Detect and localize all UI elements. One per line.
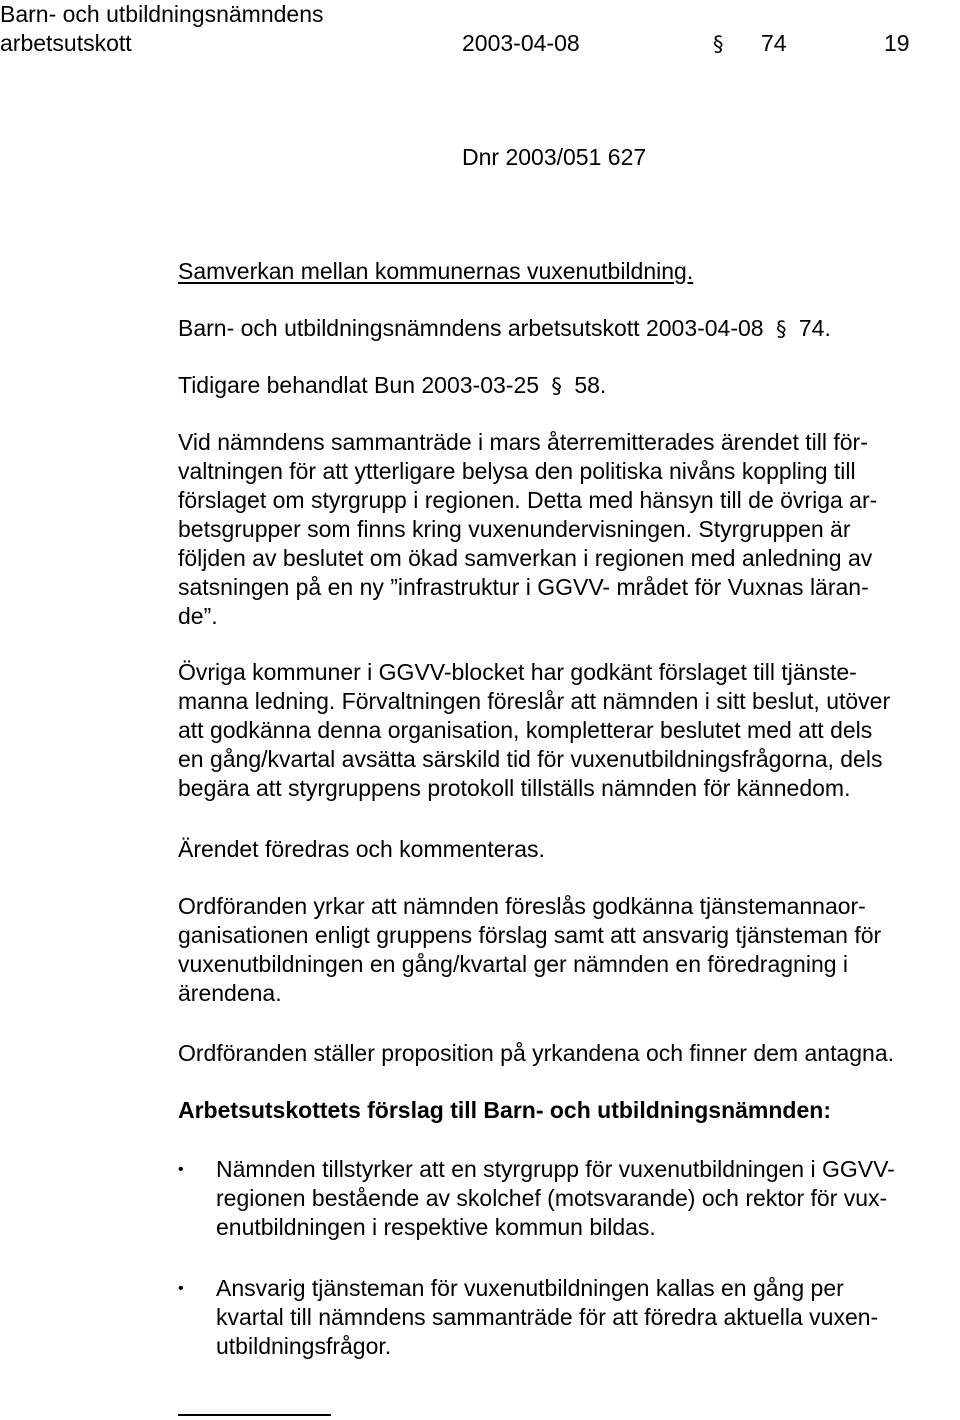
- reference-text: Barn- och utbildningsnämndens arbetsutskott 2003-04-08: [178, 315, 764, 341]
- paragraph-line: Vid nämndens sammanträde i mars återremitterades ärendet till för-: [178, 429, 868, 455]
- reference-text: Tidigare behandlat Bun 2003-03-25: [178, 372, 540, 398]
- header-date: 2003-04-08: [462, 30, 580, 56]
- paragraph-chair-proposition: [178, 1039, 958, 1068]
- paragraph-chair-motion: [178, 892, 958, 1008]
- paragraph-other-municipalities: [178, 658, 958, 803]
- reference-section-sign: §: [775, 317, 787, 341]
- bullet-line: Ansvarig tjänsteman för vuxenutbildningen kallas en gång per: [216, 1275, 844, 1301]
- paragraph-line: Övriga kommuner i GGVV-blocket har godkänt förslaget till tjänste-: [178, 659, 857, 685]
- paragraph-line: begära att styrgruppens protokoll tillställs nämnden för kännedom.: [178, 775, 851, 801]
- case-number: Dnr 2003/051 627: [462, 144, 647, 170]
- paragraph-background: [178, 428, 958, 631]
- reference-section-number: 58.: [574, 372, 607, 398]
- paragraph-line: vuxenutbildningen en gång/kvartal ger nämnden en föredragning i: [178, 951, 849, 977]
- header-page-number: 19: [884, 30, 910, 56]
- bullet-line: Nämnden tillstyrker att en styrgrupp för vuxenutbildningen i GGVV-: [216, 1156, 895, 1182]
- footnote-separator-line: [178, 1414, 331, 1416]
- paragraph-line: ärendena.: [178, 980, 282, 1006]
- bullet-marker: •: [178, 1161, 184, 1178]
- paragraph-line: följden av beslutet om ökad samverkan i regionen med anledning av: [178, 545, 873, 571]
- bullet-line: enutbildningen i respektive kommun bildas.: [216, 1214, 656, 1240]
- paragraph-line: Ordföranden yrkar att nämnden föreslås godkänna tjänstemannaor-: [178, 893, 866, 919]
- bullet-line: kvartal till nämndens sammanträde för att föredra aktuella vuxen-: [216, 1304, 879, 1330]
- paragraph-line: att godkänna denna organisation, kompletterar beslutet med att dels: [178, 717, 873, 743]
- paragraph-line: valtningen för att ytterligare belysa den politiska nivåns koppling till: [178, 458, 856, 484]
- bullet-marker: •: [178, 1280, 184, 1297]
- header-section-sign: §: [713, 32, 724, 56]
- paragraph-line: en gång/kvartal avsätta särskild tid för vuxenutbildningsfrågorna, dels: [178, 746, 883, 772]
- header-committee-sub: arbetsutskott: [0, 30, 132, 56]
- paragraph-line: ganisationen enligt gruppens förslag samt att ansvarig tjänsteman för: [178, 922, 882, 948]
- reference-previous-meeting: [178, 314, 831, 344]
- reference-section-number: 74.: [798, 315, 831, 341]
- paragraph-line: betsgrupper som finns kring vuxenundervisningen. Styrgruppen är: [178, 516, 851, 542]
- proposal-heading: Arbetsutskottets förslag till Barn- och utbildningsnämnden:: [178, 1097, 831, 1123]
- paragraph-line: manna ledning. Förvaltningen föreslår att nämnden i sitt beslut, utöver: [178, 688, 891, 714]
- paragraph-presentation: [178, 835, 958, 864]
- paragraph-line: satsningen på en ny ”infrastruktur i GGVV- mrådet för Vuxnas läran-: [178, 574, 869, 600]
- bullet-line: regionen bestående av skolchef (motsvarande) och rektor för vux-: [216, 1185, 888, 1211]
- paragraph-line: Ordföranden ställer proposition på yrkandena och finner dem antagna.: [178, 1040, 895, 1066]
- reference-section-sign: §: [551, 374, 562, 398]
- bullet-item-steering-group: [216, 1155, 958, 1242]
- paragraph-line: de”.: [178, 603, 218, 629]
- bullet-line: utbildningsfrågor.: [216, 1333, 392, 1359]
- case-title: Samverkan mellan kommunernas vuxenutbildning.: [178, 258, 694, 284]
- paragraph-line: Ärendet föredras och kommenteras.: [178, 836, 545, 862]
- header-committee-name: Barn- och utbildningsnämndens: [0, 1, 324, 27]
- header-section-number: 74: [761, 30, 787, 56]
- bullet-item-quarterly-briefing: [216, 1274, 958, 1361]
- paragraph-line: förslaget om styrgrupp i regionen. Detta med hänsyn till de övriga ar-: [178, 487, 878, 513]
- reference-earlier-handling: [178, 371, 606, 401]
